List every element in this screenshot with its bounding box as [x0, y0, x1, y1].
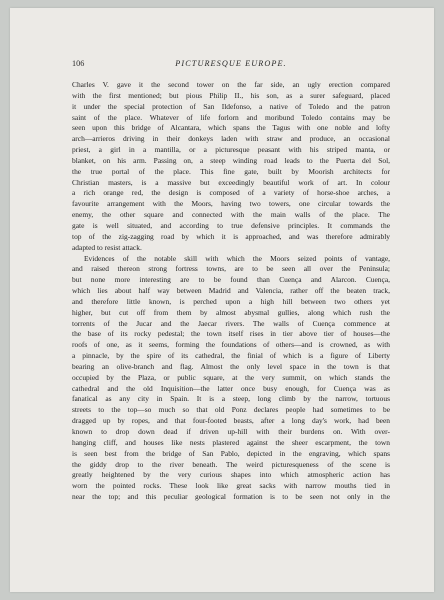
body-text [72, 80, 390, 503]
text-line: Charles V. gave it the second tower on the far side, an ugly erection compared [72, 80, 390, 89]
text-line: worn the pointed rocks. These look like great sacks with narrow mouths tied in [72, 481, 390, 491]
text-line: known to drop down dead if driven up-hill with their burdens on. With over- [72, 427, 390, 436]
text-line: which lies about half way between Madrid and Valencia, rather off the beaten track, [72, 286, 390, 296]
text-line: roofs of one, as it seems, forming the foundations of others—and is crowned, as with [72, 340, 390, 350]
text-line: cathedral and the old Inquisition—the latter once busy enough, for Cuença was as [72, 383, 390, 393]
text-line: bearing an olive-branch and flag. Almost the only level space in the town is that [72, 361, 390, 371]
text-line: occupied by the Plaza, or public square, at the very summit, on which stands the [72, 372, 390, 382]
page-header [72, 59, 390, 71]
text-line: it under the special protection of San Ildefonso, a native of Toledo and the patron [72, 101, 390, 111]
text-line: is seen best from the bridge of San Pablo, depicted in the engraving, which spans [72, 448, 390, 458]
text-line: with the first mentioned; but pious Philip II., his son, as a surer safeguard, placed [72, 90, 390, 100]
text-line: streets to the top—so much so that old Ponz declares people had sometimes to be [72, 405, 390, 415]
text-line: and raised thereon strong fortress towns, are to be seen all over the Peninsula; [72, 264, 390, 274]
text-line: hanging cliff, and houses like nests plastered against the sheer escarpment, the town [72, 437, 390, 447]
text-line: a pinnacle, by the spire of its cathedral, the finial of which is a figure of Liberty [72, 351, 390, 361]
text-line: a rich orange red, the design is composed of a variety of horse-shoe arches, a [72, 188, 390, 198]
text-line: gate is well situated, and according to true defensive principles. It commands the [72, 220, 390, 230]
text-line: and therefore little known, is perched upon a high hill between two others yet [72, 296, 390, 306]
page-number: 106 [72, 59, 85, 68]
text-line: the true portal of the place. This fine gate, built by Moorish architects for [72, 166, 390, 176]
text-line: arch—arrieros driving in their donkeys laden with straw and produce, an occasional [72, 134, 390, 144]
text-line: the base of its rocky pedestal; the town itself rises in tier above tier of houses—the [72, 329, 390, 339]
text-line: higher, but cut off from them by almost abysmal gullies, along which rush the [72, 307, 390, 317]
text-line: favourite arrangement with the Moors, having two towers, one circular towards the [72, 199, 390, 209]
book-page [10, 8, 434, 592]
text-line: adapted to resist attack. [72, 242, 142, 252]
text-line: Evidences of the notable skill with which the Moors seized points of vantage, [84, 253, 390, 263]
running-title: PICTURESQUE EUROPE. [175, 59, 287, 68]
text-line: enemy, the other square and connected with the main walls of the place. The [72, 210, 390, 220]
text-line: but none more interesting are to be found than Cuença and Alarcon. Cuença, [72, 275, 390, 285]
text-line: top of the zig-zagging road by which it is approached, and was therefore admirably [72, 231, 390, 241]
text-line: the giddy drop to the river beneath. The weird picturesqueness of the scene is [72, 459, 390, 469]
text-line: torrents of the Jucar and the Jaecar rivers. The walls of Cuença commence at [72, 318, 390, 328]
text-line: dragged up by ropes, and that four-footed beasts, after a long day's work, had been [72, 416, 390, 426]
text-line: saint of the place. Whatever of life forlorn and moribund Toledo contains may be [72, 112, 390, 122]
text-line: blanket, on his arm. Passing on, a steep winding road leads to the Puerta del Sol, [72, 155, 390, 165]
text-line: near the top; and this peculiar geological formation is to be seen not only in the [72, 492, 390, 502]
text-line: Christian masters, is a massive but exceedingly beautiful work of art. In colour [72, 177, 390, 187]
text-line: fanatical as any city in Spain. It is a steep, long climb by the narrow, tortuous [72, 394, 390, 404]
text-line: greatly heightened by the very curious shapes into which atmospheric action has [72, 470, 390, 480]
text-line: priest, a girl in a mantilla, or a picturesque peasant with his striped manta, or [72, 145, 390, 155]
text-line: seen upon this bridge of Alcantara, which spans the Tagus with one noble and lofty [72, 123, 390, 133]
